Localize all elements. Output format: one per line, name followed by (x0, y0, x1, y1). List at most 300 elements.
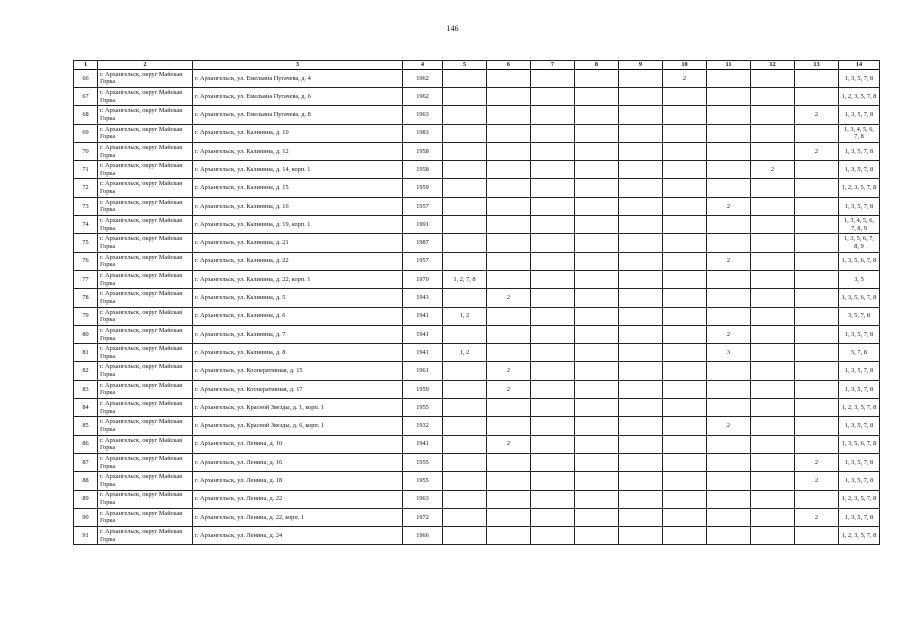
col5-cell (443, 124, 487, 142)
address-cell: г. Архангельск, ул. Емельяна Пугачева, д. 6 (193, 88, 403, 106)
col11-cell (707, 380, 751, 398)
district-cell: г. Архангельск, округ Майская Горка (98, 490, 193, 508)
col14-cell: 1, 3, 5, 7, 8 (839, 106, 880, 124)
col8-cell (575, 472, 619, 490)
year-cell: 1959 (403, 380, 443, 398)
col12-cell (751, 88, 795, 106)
col13-cell (795, 362, 839, 380)
col8-cell (575, 307, 619, 325)
address-cell: г. Архангельск, ул. Емельяна Пугачева, д. 8 (193, 106, 403, 124)
column-header-2: 2 (98, 61, 193, 70)
col12-cell (751, 234, 795, 252)
address-cell: г. Архангельск, ул. Калинина, д. 12 (193, 142, 403, 160)
col8-cell (575, 106, 619, 124)
table-row (74, 325, 880, 343)
col12-cell (751, 252, 795, 270)
table-row (74, 307, 880, 325)
col8-cell (575, 344, 619, 362)
col10-cell (663, 142, 707, 160)
col7-cell (531, 307, 575, 325)
col9-cell (619, 527, 663, 545)
col13-cell: 2 (795, 453, 839, 471)
col7-cell (531, 88, 575, 106)
address-cell: г. Архангельск, ул. Ленина, д. 24 (193, 527, 403, 545)
col8-cell (575, 88, 619, 106)
address-cell: г. Архангельск, ул. Калинина, д. 10 (193, 124, 403, 142)
column-header-5: 5 (443, 61, 487, 70)
col12-cell (751, 362, 795, 380)
col10-cell (663, 399, 707, 417)
col7-cell (531, 344, 575, 362)
col11-cell (707, 124, 751, 142)
column-header-10: 10 (663, 61, 707, 70)
row-number: 86 (74, 435, 98, 453)
col7-cell (531, 490, 575, 508)
col11-cell (707, 106, 751, 124)
col10-cell (663, 362, 707, 380)
col6-cell: 2 (487, 362, 531, 380)
col6-cell (487, 142, 531, 160)
col11-cell (707, 472, 751, 490)
district-cell: г. Архангельск, округ Майская Горка (98, 472, 193, 490)
address-cell: г. Архангельск, ул. Ленина, д. 10 (193, 435, 403, 453)
col9-cell (619, 197, 663, 215)
col14-cell: 1, 3, 5, 7, 8 (839, 161, 880, 179)
col8-cell (575, 69, 619, 87)
col8-cell (575, 417, 619, 435)
col12-cell (751, 216, 795, 234)
col9-cell (619, 435, 663, 453)
district-cell: г. Архангельск, округ Майская Горка (98, 508, 193, 526)
address-cell: г. Архангельск, ул. Калинина, д. 5 (193, 289, 403, 307)
col7-cell (531, 380, 575, 398)
col6-cell (487, 179, 531, 197)
col12-cell (751, 527, 795, 545)
district-cell: г. Архангельск, округ Майская Горка (98, 197, 193, 215)
col14-cell: 1, 3, 5, 7, 8 (839, 417, 880, 435)
district-cell: г. Архангельск, округ Майская Горка (98, 527, 193, 545)
address-cell: г. Архангельск, ул. Калинина, д. 7 (193, 325, 403, 343)
col5-cell (443, 417, 487, 435)
district-cell: г. Архангельск, округ Майская Горка (98, 106, 193, 124)
col13-cell (795, 234, 839, 252)
district-cell: г. Архангельск, округ Майская Горка (98, 179, 193, 197)
col12-cell (751, 508, 795, 526)
year-cell: 1941 (403, 325, 443, 343)
col13-cell (795, 252, 839, 270)
column-header-9: 9 (619, 61, 663, 70)
col10-cell (663, 124, 707, 142)
col5-cell (443, 216, 487, 234)
col11-cell: 2 (707, 417, 751, 435)
col8-cell (575, 270, 619, 288)
col6-cell (487, 417, 531, 435)
col6-cell: 2 (487, 435, 531, 453)
col9-cell (619, 69, 663, 87)
column-header-1: 1 (74, 61, 98, 70)
col9-cell (619, 362, 663, 380)
col8-cell (575, 527, 619, 545)
col5-cell (443, 197, 487, 215)
col11-cell: 2 (707, 325, 751, 343)
col10-cell (663, 490, 707, 508)
col8-cell (575, 161, 619, 179)
col9-cell (619, 179, 663, 197)
col8-cell (575, 289, 619, 307)
col13-cell (795, 399, 839, 417)
col9-cell (619, 124, 663, 142)
col8-cell (575, 142, 619, 160)
col14-cell: 1, 2, 3, 5, 7, 8 (839, 399, 880, 417)
row-number: 84 (74, 399, 98, 417)
col8-cell (575, 124, 619, 142)
col13-cell (795, 270, 839, 288)
col13-cell (795, 88, 839, 106)
col14-cell: 1, 3, 4, 5, 6, 7, 8, 9 (839, 216, 880, 234)
col10-cell (663, 435, 707, 453)
col7-cell (531, 453, 575, 471)
col14-cell: 1, 3, 5, 7, 8 (839, 508, 880, 526)
year-cell: 1941 (403, 344, 443, 362)
col13-cell (795, 344, 839, 362)
column-header-3: 3 (193, 61, 403, 70)
col10-cell (663, 527, 707, 545)
col14-cell: 1, 3, 5, 7, 8 (839, 472, 880, 490)
col14-cell: 1, 3, 5, 6, 7, 8, 9 (839, 234, 880, 252)
col8-cell (575, 490, 619, 508)
col5-cell (443, 508, 487, 526)
col6-cell (487, 216, 531, 234)
col5-cell: 1, 2 (443, 344, 487, 362)
year-cell: 1991 (403, 216, 443, 234)
year-cell: 1941 (403, 307, 443, 325)
col6-cell (487, 197, 531, 215)
col7-cell (531, 252, 575, 270)
col10-cell (663, 197, 707, 215)
page-number: 146 (446, 24, 459, 33)
col5-cell (443, 380, 487, 398)
col13-cell (795, 69, 839, 87)
col8-cell (575, 252, 619, 270)
col11-cell (707, 399, 751, 417)
col5-cell: 1, 2 (443, 307, 487, 325)
col6-cell (487, 490, 531, 508)
year-cell: 1987 (403, 234, 443, 252)
col8-cell (575, 453, 619, 471)
address-cell: г. Архангельск, ул. Калинина, д. 14, корп. 1 (193, 161, 403, 179)
col13-cell (795, 490, 839, 508)
row-number: 81 (74, 344, 98, 362)
col13-cell (795, 197, 839, 215)
col5-cell (443, 69, 487, 87)
col13-cell: 2 (795, 106, 839, 124)
col6-cell (487, 161, 531, 179)
col13-cell (795, 417, 839, 435)
table-row (74, 344, 880, 362)
col12-cell (751, 307, 795, 325)
col13-cell (795, 307, 839, 325)
row-number: 66 (74, 69, 98, 87)
col10-cell (663, 252, 707, 270)
col14-cell: 1, 3, 4, 5, 6, 7, 8 (839, 124, 880, 142)
address-cell: г. Архангельск, ул. Ленина, д. 16 (193, 453, 403, 471)
table-row (74, 417, 880, 435)
col7-cell (531, 508, 575, 526)
col14-cell: 1, 3, 5, 7, 8 (839, 325, 880, 343)
district-cell: г. Архангельск, округ Майская Горка (98, 234, 193, 252)
col13-cell (795, 161, 839, 179)
col9-cell (619, 307, 663, 325)
col13-cell: 2 (795, 508, 839, 526)
col13-cell: 2 (795, 472, 839, 490)
col8-cell (575, 380, 619, 398)
col14-cell: 1, 3, 5, 6, 7, 8 (839, 289, 880, 307)
col12-cell (751, 69, 795, 87)
col11-cell (707, 527, 751, 545)
col13-cell (795, 380, 839, 398)
year-cell: 1941 (403, 435, 443, 453)
address-cell: г. Архангельск, ул. Калинина, д. 8 (193, 344, 403, 362)
col10-cell (663, 417, 707, 435)
year-cell: 1961 (403, 362, 443, 380)
table-row (74, 142, 880, 160)
col6-cell (487, 399, 531, 417)
col5-cell (443, 179, 487, 197)
col9-cell (619, 252, 663, 270)
col7-cell (531, 197, 575, 215)
col8-cell (575, 234, 619, 252)
col5-cell (443, 362, 487, 380)
col8-cell (575, 435, 619, 453)
col10-cell (663, 179, 707, 197)
row-number: 70 (74, 142, 98, 160)
col8-cell (575, 362, 619, 380)
col12-cell (751, 289, 795, 307)
col12-cell (751, 325, 795, 343)
col13-cell (795, 216, 839, 234)
col11-cell (707, 142, 751, 160)
col5-cell (443, 161, 487, 179)
year-cell: 1932 (403, 417, 443, 435)
address-cell: г. Архангельск, ул. Ленина, д. 22 (193, 490, 403, 508)
col7-cell (531, 69, 575, 87)
col8-cell (575, 179, 619, 197)
col10-cell (663, 508, 707, 526)
col12-cell (751, 197, 795, 215)
col6-cell (487, 307, 531, 325)
col13-cell (795, 179, 839, 197)
col11-cell (707, 216, 751, 234)
col12-cell (751, 490, 795, 508)
col10-cell (663, 453, 707, 471)
col5-cell: 1, 2, 7, 8 (443, 270, 487, 288)
col10-cell (663, 325, 707, 343)
column-header-4: 4 (403, 61, 443, 70)
col5-cell (443, 527, 487, 545)
col8-cell (575, 216, 619, 234)
col8-cell (575, 508, 619, 526)
col6-cell: 2 (487, 380, 531, 398)
col10-cell (663, 270, 707, 288)
col9-cell (619, 88, 663, 106)
col8-cell (575, 197, 619, 215)
table-row (74, 289, 880, 307)
year-cell: 1972 (403, 508, 443, 526)
col11-cell (707, 453, 751, 471)
col7-cell (531, 472, 575, 490)
col5-cell (443, 453, 487, 471)
col5-cell (443, 106, 487, 124)
col14-cell: 1, 2, 3, 5, 7, 8 (839, 527, 880, 545)
table-row (74, 234, 880, 252)
row-number: 76 (74, 252, 98, 270)
col11-cell (707, 307, 751, 325)
col6-cell (487, 453, 531, 471)
col12-cell (751, 453, 795, 471)
col6-cell (487, 508, 531, 526)
col12-cell (751, 124, 795, 142)
table-row (74, 453, 880, 471)
address-cell: г. Архангельск, ул. Калинина, д. 16 (193, 197, 403, 215)
address-cell: г. Архангельск, ул. Ленина, д. 18 (193, 472, 403, 490)
table-row (74, 197, 880, 215)
col8-cell (575, 325, 619, 343)
row-number: 75 (74, 234, 98, 252)
col11-cell: 3 (707, 344, 751, 362)
col8-cell (575, 399, 619, 417)
year-cell: 1983 (403, 124, 443, 142)
col9-cell (619, 472, 663, 490)
col5-cell (443, 142, 487, 160)
table-row (74, 88, 880, 106)
row-number: 79 (74, 307, 98, 325)
year-cell: 1957 (403, 197, 443, 215)
table-row (74, 216, 880, 234)
table-row (74, 179, 880, 197)
district-cell: г. Архангельск, округ Майская Горка (98, 270, 193, 288)
col14-cell: 1, 2, 3, 5, 7, 8 (839, 490, 880, 508)
district-cell: г. Архангельск, округ Майская Горка (98, 362, 193, 380)
col6-cell (487, 270, 531, 288)
col7-cell (531, 161, 575, 179)
col7-cell (531, 362, 575, 380)
district-cell: г. Архангельск, округ Майская Горка (98, 380, 193, 398)
col11-cell (707, 490, 751, 508)
col5-cell (443, 435, 487, 453)
table-row (74, 435, 880, 453)
col9-cell (619, 508, 663, 526)
year-cell: 1943 (403, 289, 443, 307)
col11-cell (707, 508, 751, 526)
address-cell: г. Архангельск, ул. Кооперативная, д. 15 (193, 362, 403, 380)
col6-cell (487, 252, 531, 270)
col11-cell (707, 289, 751, 307)
col6-cell (487, 69, 531, 87)
row-number: 67 (74, 88, 98, 106)
table-row (74, 252, 880, 270)
col7-cell (531, 234, 575, 252)
col10-cell (663, 472, 707, 490)
col10-cell (663, 307, 707, 325)
col12-cell (751, 435, 795, 453)
year-cell: 1958 (403, 142, 443, 160)
col13-cell (795, 435, 839, 453)
column-header-8: 8 (575, 61, 619, 70)
col9-cell (619, 234, 663, 252)
district-cell: г. Архангельск, округ Майская Горка (98, 435, 193, 453)
col14-cell: 1, 3, 5, 7, 8 (839, 453, 880, 471)
table-header-row (74, 61, 880, 70)
address-cell: г. Архангельск, ул. Калинина, д. 15 (193, 179, 403, 197)
col12-cell (751, 417, 795, 435)
district-cell: г. Архангельск, округ Майская Горка (98, 124, 193, 142)
row-number: 90 (74, 508, 98, 526)
col6-cell (487, 527, 531, 545)
district-cell: г. Архангельск, округ Майская Горка (98, 417, 193, 435)
col5-cell (443, 490, 487, 508)
col14-cell: 1, 3, 5, 7, 8 (839, 362, 880, 380)
col7-cell (531, 106, 575, 124)
district-cell: г. Архангельск, округ Майская Горка (98, 142, 193, 160)
col6-cell (487, 344, 531, 362)
col6-cell (487, 325, 531, 343)
district-cell: г. Архангельск, округ Майская Горка (98, 88, 193, 106)
col12-cell (751, 106, 795, 124)
col10-cell: 2 (663, 69, 707, 87)
district-cell: г. Архангельск, округ Майская Горка (98, 307, 193, 325)
col11-cell (707, 362, 751, 380)
col14-cell: 1, 3, 5, 6, 7, 8 (839, 252, 880, 270)
col9-cell (619, 399, 663, 417)
col9-cell (619, 289, 663, 307)
col5-cell (443, 252, 487, 270)
col10-cell (663, 380, 707, 398)
district-cell: г. Архангельск, округ Майская Горка (98, 216, 193, 234)
district-cell: г. Архангельск, округ Майская Горка (98, 69, 193, 87)
row-number: 89 (74, 490, 98, 508)
col12-cell (751, 344, 795, 362)
row-number: 87 (74, 453, 98, 471)
col6-cell (487, 234, 531, 252)
col14-cell: 3, 5 (839, 270, 880, 288)
row-number: 88 (74, 472, 98, 490)
row-number: 71 (74, 161, 98, 179)
address-cell: г. Архангельск, ул. Красной Звезды, д. 1, корп. 1 (193, 399, 403, 417)
row-number: 91 (74, 527, 98, 545)
col6-cell (487, 472, 531, 490)
col9-cell (619, 490, 663, 508)
table-row (74, 508, 880, 526)
row-number: 69 (74, 124, 98, 142)
col11-cell: 2 (707, 252, 751, 270)
housing-register-table (73, 60, 880, 545)
col7-cell (531, 417, 575, 435)
year-cell: 1962 (403, 69, 443, 87)
col6-cell (487, 88, 531, 106)
address-cell: г. Архангельск, ул. Калинина, д. 22, корп. 1 (193, 270, 403, 288)
col12-cell (751, 142, 795, 160)
address-cell: г. Архангельск, ул. Емельяна Пугачева, д. 4 (193, 69, 403, 87)
table-row (74, 124, 880, 142)
col6-cell (487, 106, 531, 124)
col9-cell (619, 106, 663, 124)
table-row (74, 472, 880, 490)
col10-cell (663, 216, 707, 234)
column-header-6: 6 (487, 61, 531, 70)
col7-cell (531, 325, 575, 343)
col7-cell (531, 179, 575, 197)
col13-cell (795, 289, 839, 307)
